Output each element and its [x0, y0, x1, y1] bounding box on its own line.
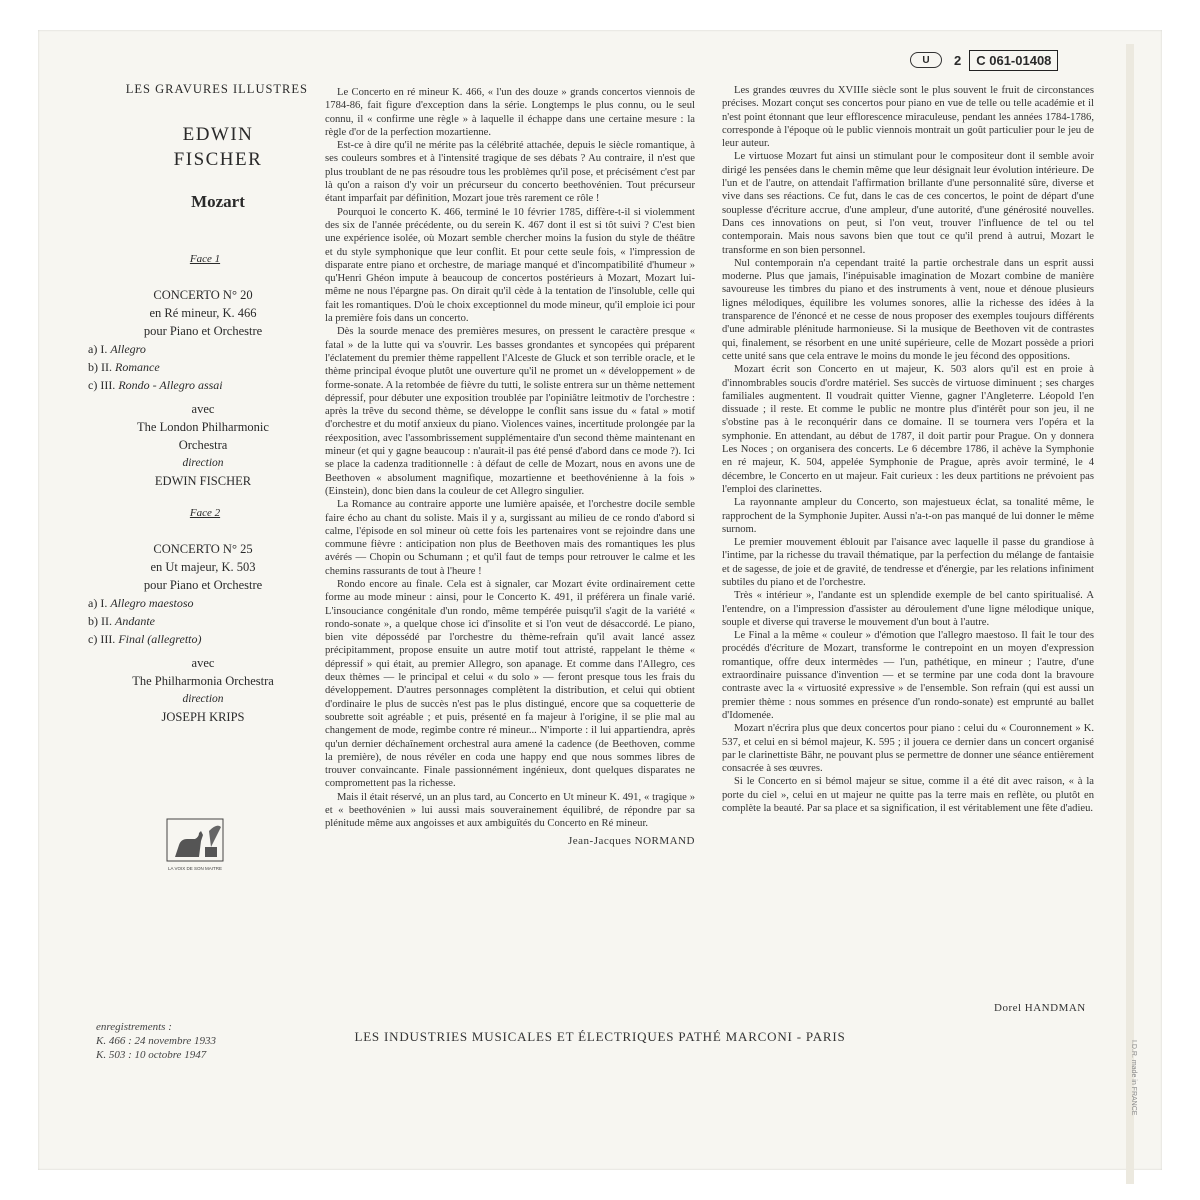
paragraph: Le Concerto en ré mineur K. 466, « l'un des douze » grands concertos viennois de 1784-86, fait figure d'exception dans la série. Longtemps le plus connu, ou le seul connu, il « confirme une règle » à laquelle il échappe dans une certaine mesure : la règle d'or de la perfection mozartienne.: [325, 87, 695, 138]
paragraph: Dès la sourde menace des premières mesures, on pressent le caractère presque « fatal » de la lutte qui va s'ouvrir. Les basses grondantes et syncopées qui préparent l'éclatement du premier thème rappellent l'Alceste de Gluck et son terrible oracle, et le thème principal évoque plutôt une ouverture qu'il ne promet un « développement » de forme-sonate. A la retombée de fièvre du tutti, le soliste entrera sur un thème nettement dépressif, pour débuter une exposition troublée par l'opiniâtre leitmotiv de l'orchestre : après la trêve du second thème, se développe le conflit sans issue du « fatal » motif d'orchestre et du motif anxieux du piano. Violences vaines, incertitude prolongée par la réexposition, avec l'assombrissement supplémentaire d'un second thème maintenant en mineur (et qui y gagne beaucoup : n'aurait-il pas été pensé d'abord dans ce mode ?). Ici se place la cadenza traditionnelle : à défaut de celle de Mozart, nous en avons une de Beethoven « absolument magnifique, mozartienne et beethovénienne à la fois » (Einstein), donc bien dans la couleur de cet Allegro singulier.: [325, 326, 695, 497]
his-masters-voice-logo: [165, 817, 225, 875]
paragraph: Très « intérieur », l'andante est un splendide exemple de bel canto spiritualisé. A l'entendre, on a l'impression d'assister au déroulement d'une ligne mélodique unique, souple et diverse qui traverse le mouvement d'un bout à l'autre.: [722, 590, 1094, 628]
face-2-title: CONCERTO N° 25 en Ut majeur, K. 503 pour Piano et Orchestre: [143, 542, 263, 592]
side-number: 2: [954, 52, 962, 68]
face-1-title: CONCERTO N° 20 en Ré mineur, K. 466 pour Piano et Orchestre: [143, 288, 263, 338]
publisher-footer: LES INDUSTRIES MUSICALES ET ÉLECTRIQUES PATHÉ MARCONI - PARIS: [354, 1029, 846, 1044]
paragraph: Pourquoi le concerto K. 466, terminé le 10 février 1785, diffère-t-il si violemment des six de l'année précédente, ou du serein K. 467 dont il est si tôt suivi ? C'est bien une expérience isolée, où Mozart semble chercher moins la fusion du style de théâtre et du style symphonique que leur conflit. Et pour cette seule fois, « l'impression de disparate entre piano et orchestre, de mariage manqué et d'incompatibilité d'humeur » qu'Henri Ghéon impute à beaucoup de concertos postérieurs à Mozart, Mozart lui-même ne nous l'épargne pas. On dirait qu'il cède à la tentation de l'insoluble, celle qui fait les romantiques. D'où le choix exceptionnel du mode mineur, qu'il emploie ici pour la première fois dans un concerto.: [325, 206, 695, 325]
face-2-movements: [88, 594, 298, 648]
recording-dates: enregistrements : K. 466 : 24 novembre 1933 K. 503 : 10 octobre 1947: [96, 1021, 216, 1061]
artist-name: EDWIN FISCHER: [173, 124, 263, 170]
paragraph: Est-ce à dire qu'il ne mérite pas la célébrité attachée, depuis le siècle romantique, à ses couleurs sombres et à l'intensité tragique de ses débats ? Au contraire, il n'est que plus troublant de ne pas résoudre tous les problèmes qu'il pose, et précisément c'est par là qu'on a raison d'y voir un précurseur du concerto beethovénien. Tout précurseur étant imparfait par définition, Mozart joue très rarement ce rôle !: [325, 140, 695, 205]
u-badge: U: [910, 52, 942, 68]
paragraph: Nul contemporain n'a cependant traité la partie orchestrale dans un esprit aussi moderne. Plus que jamais, l'inépuisable imagination de Mozart combine de manière savoureuse les timbres du piano et des instruments à vent, noue et dénoue plusieurs lignes mélodiques, équilibre les volumes sonores, allie la richesse des idées à la transparence de l'énoncé et ne cesse de nous proposer des exemples toujours différents d'une admirable plénitude harmonieuse. Si la musique de Beethoven vit de contrastes qui, finalement, se résorbent en une unité supérieure, celle de Mozart possède a priori cette unité sans que cela entrave le moins du monde le jeu fécond des oppositions.: [722, 257, 1094, 362]
paragraph: Mozart écrit son Concerto en ut majeur, K. 503 alors qu'il est en proie à d'innombrables soucis d'ordre matériel. Ses succès de virtuose diminuent ; ses charges familiales augmentent. Il voudrait quitter Vienne, gagner l'Angleterre. Léopold l'en dissuade ; il reste. Et comme le public ne montre plus d'intérêt pour son jeu, il ne s'obstine pas à le reconquérir dans ce domaine. Il se tournera vers l'opéra et la symphonie. En attendant, au début de 1787, il doit partir pour Prague. On y donnera Les Noces ; on organisera des concerts. Le 6 décembre 1786, il achève la Symphonie en ré majeur, K. 504, appelée Symphonie de Prague, après avoir terminé, le 4 décembre, le Concerto en ut majeur. Fait curieux : les deux partitions ne prévoient pas l'emploi des clarinettes.: [722, 364, 1094, 495]
liner-notes-column-1: [325, 86, 695, 848]
sleeve-edge: [1126, 44, 1134, 1184]
face-1-performers: avec The London Philharmonic Orchestra direction EDWIN FISCHER: [137, 402, 269, 488]
paragraph: Le Final a la même « couleur » d'émotion que l'allegro maestoso. Il fait le tour des procédés d'écriture de Mozart, transforme le contrepoint en un moyen d'expression romantique, offre deux intermèdes — l'un, pathétique, en mineur ; l'autre, d'une extraordinaire puissance d'invention — et se termine par une coda dont la bravoure contraste avec la « virtuosité expressive » de l'ensemble. Son refrain (qui est aussi un premier thème : nous sommes en présence d'un rondo-sonate) est emprunté au ballet d'Idomenée.: [722, 630, 1094, 721]
paragraph: Le premier mouvement éblouit par l'aisance avec laquelle il passe du grandiose à l'intime, par la richesse du travail thématique, par la perfection du mélange de fantaisie et de sagesse, de joie et de gravité, de tendresse et d'énergie, par les relations infiniment subtiles du piano et de l'orchestre.: [722, 537, 1094, 588]
author-signature: Jean-Jacques NORMAND: [567, 834, 695, 847]
face-2-performers: avec The Philharmonia Orchestra direction JOSEPH KRIPS: [132, 656, 274, 724]
tracklist: [88, 250, 298, 726]
paragraph: Le virtuose Mozart fut ainsi un stimulant pour le compositeur dont il semble avoir dirigé les pensées dans le chemin même que leur désignait leur évolution intérieure. De l'un et de l'autre, on attendait l'affirmation brillante d'une personnalité sûre, diverse et vive dans ses réactions. Ce fut, dans le cas de ces concertos, le point de départ d'une souplesse d'écriture accrue, d'une ampleur, d'une autorité, d'une générosité nouvelles. Dans ces innovations on peut, si l'on veut, trouver l'influence de tel ou tel contemporain. Mais nous savons bien que tout ce qu'il prend à autrui, Mozart le transforme en son bien personnel.: [722, 151, 1094, 256]
movement: b) II. Andante: [88, 614, 155, 628]
catalog-code: C 061-01408: [969, 50, 1058, 71]
paragraph: La rayonnante ampleur du Concerto, son majestueux éclat, sa tonalité même, le rapprochent de la Symphonie Jupiter. Aussi n'a-t-on pas manqué de lui donner le même surnom.: [722, 497, 1094, 535]
liner-notes-column-2: [722, 84, 1094, 815]
author-signature-2: Dorel HANDMAN: [994, 1002, 1086, 1014]
paragraph: Mozart n'écrira plus que deux concertos pour piano : celui du « Couronnement » K. 537, et celui en si bémol majeur, K. 595 ; il jouera ce dernier dans un concert organisé par le clarinettiste Bähr, ne pouvant plus se permettre de donner une séance entièrement consacrée à ses œuvres.: [722, 723, 1094, 775]
movement: a) I. Allegro: [88, 342, 146, 356]
paragraph: Mais il était réservé, un an plus tard, au Concerto en Ut mineur K. 491, « tragique » et « beethovénien » lui aussi mais souverainement équilibré, de répondre par sa plénitude même aux angoisses et aux ambiguïtés du Concerto en Ré mineur.: [325, 791, 695, 830]
composer-name: Mozart: [191, 192, 245, 211]
paragraph: Si le Concerto en si bémol majeur se situe, comme il a été dit avec raison, « à la porte du ciel », celui en ut majeur ne quitte pas la terre mais en reflète, ou plutôt en complète la beauté. Par sa place et sa signification, il est véritablement une fête d'adieu.: [722, 776, 1094, 815]
series-title: LES GRAVURES ILLUSTRES: [125, 82, 308, 96]
face-2-label: Face 2: [189, 507, 221, 519]
movement: b) II. Romance: [88, 360, 160, 374]
movement: c) III. Final (allegretto): [88, 632, 202, 646]
paragraph: La Romance au contraire apporte une lumière apaisée, et l'orchestre docile semble faire écho au chant du soliste. Mais il y a, surgissant au milieu de ce rondo d'abord si calme, l'épisode en sol mineur où cette fois les partenaires vont se rejoindre dans une commune fièvre : anticipation non plus de Beethoven mais des romantiques les plus avérés — Chopin ou Schumann ; et qu'il faut de temps pour retrouver le calme et les chemins rassurants de tout à l'heure !: [325, 499, 695, 577]
paragraph: Les grandes œuvres du XVIIIe siècle sont le plus souvent le fruit de circonstances précises. Mozart conçut ses concertos pour piano en vue de telle ou telle académie et il n'est point étonnant que leur efflorescence miraculeuse, pendant les années 1784-1786, corresponde à l'époque où le public viennois montrait un goût particulier pour le jeu de leur auteur.: [722, 85, 1094, 150]
movement: c) III. Rondo - Allegro assai: [88, 378, 223, 392]
face-1-label: Face 1: [189, 253, 221, 265]
face-1-movements: [88, 340, 298, 394]
movement: a) I. Allegro maestoso: [88, 596, 194, 610]
edge-print: I.D.R. made in FRANCE: [1130, 1040, 1137, 1116]
svg-text:LA VOIX DE SON MAITRE: LA VOIX DE SON MAITRE: [167, 866, 223, 871]
paragraph: Rondo encore au finale. Cela est à signaler, car Mozart évite ordinairement cette forme au mode mineur : ainsi, pour le Concerto K. 491, il préférera un finale varié. L'insouciance congénitale d'un rondo, même tempérée puisqu'il s'agit de la variété « rondo-sonate », a quelque chose ici d'insolite et si l'on veut de désaccordé. Le piano, bien vite dépossédé par l'orchestre du thème-refrain qu'il avait lancé assez précipitamment, propose ensuite un autre motif tout attristé, rappelant le thème « dépressif » qui était, au premier Allegro, son apanage. Et comme dans l'Allegro, ces deux thèmes — le principal et celui « du solo » — feront presque tous les frais du développement. D'autres personnages complètent la distribution, et celui qui obtient d'ordinaire le plus de succès n'est pas le plus distingué, encore que sa coquetterie de soubrette soit agréable ; et puis, présenté en fa majeur à l'origine, il se plie mal au changement de mode, regimbe contre ré mineur... N'importe : il lui appartiendra, après qu'un dernier déchaînement orchestral aura amené la cadence (de Beethoven, comme la première), de nous révéler en coda une happy end que nous sommes libres de trouver convaincante. Finale passionnément ingénieux, dont quelques disparates ne compromettent pas la richesse.: [325, 578, 695, 790]
catalog-number: [910, 49, 1058, 71]
